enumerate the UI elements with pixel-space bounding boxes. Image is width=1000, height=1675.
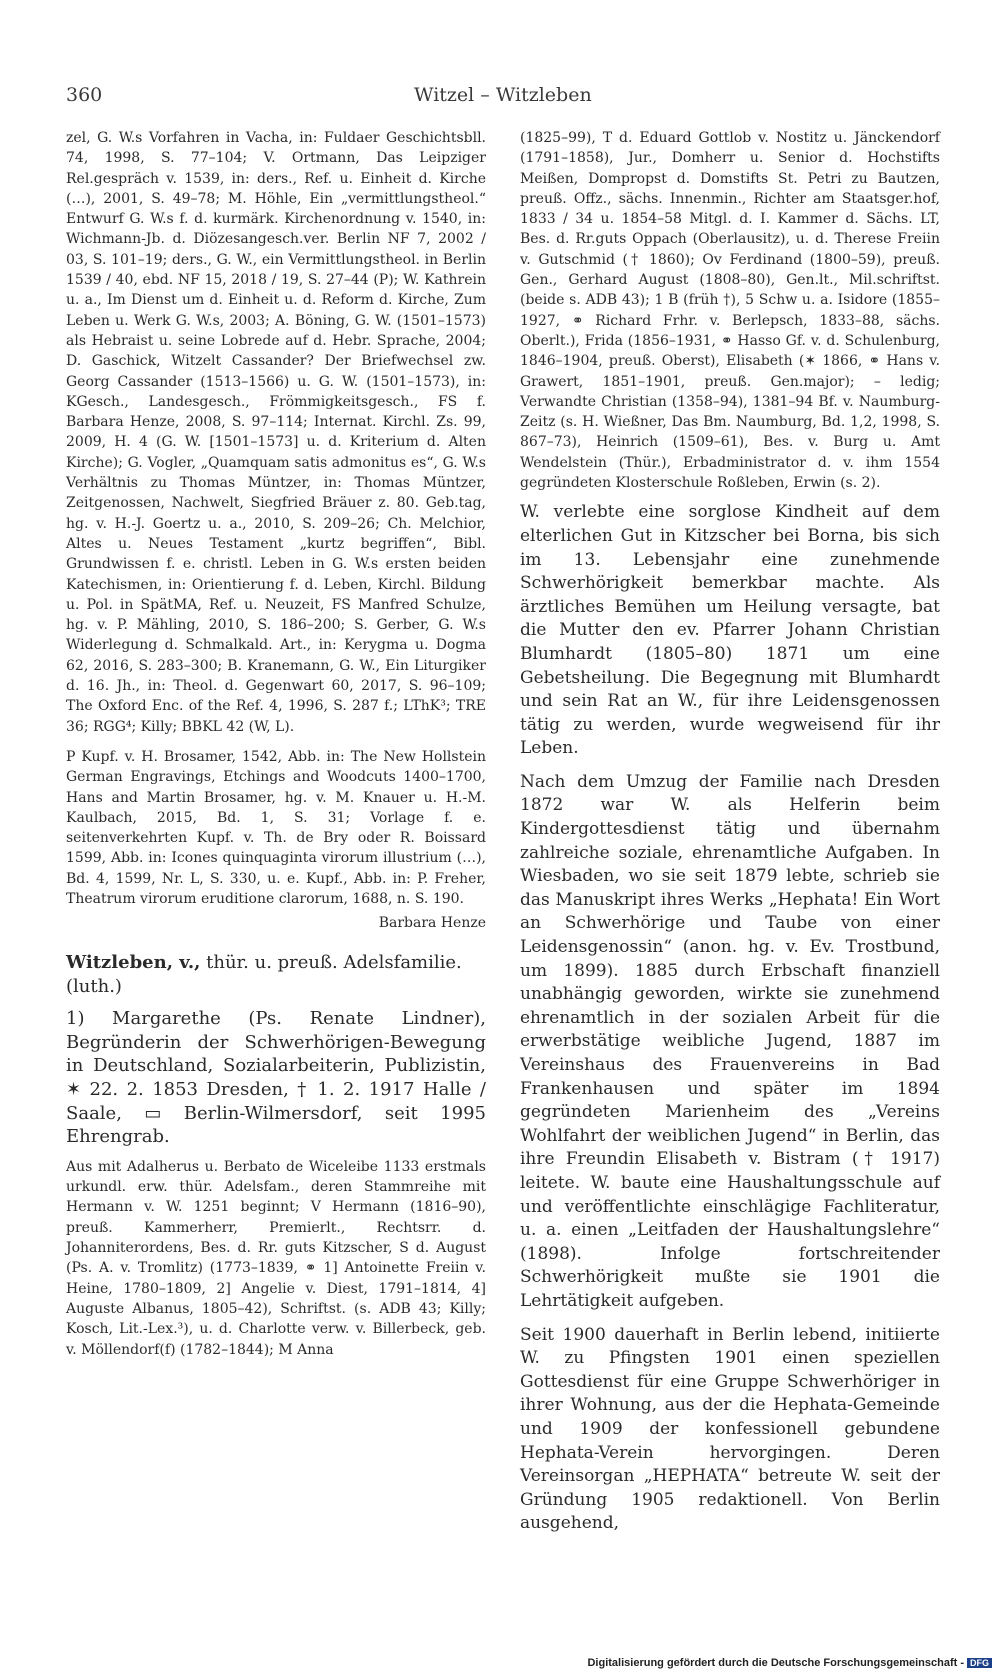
- member-heading: 1) Margarethe (Ps. Renate Lindner), Begründerin der Schwerhörigen-Bewegung in Deutschland, Sozialarbeiterin, Publizistin, ✶ 22. 2. 1853 Dresden, † 1. 2. 1917 Halle / Saale, ▭ Berlin-Wilmersdorf, seit 1995 Ehrengrab.: [66, 1008, 486, 1148]
- family-name: Witzleben, v.,: [66, 952, 201, 974]
- page-number: 360: [66, 84, 103, 106]
- family-description: thür. u. preuß. Adelsfamilie. (luth.): [66, 952, 462, 998]
- family-heading: [66, 951, 486, 999]
- paragraph-3: Seit 1900 dauerhaft in Berlin lebend, initiierte W. zu Pfingsten 1901 einen speziellen Gottesdienst für eine Gruppe Schwerhöriger in ihrer Wohnung, aus der die Hephata-Gemeinde und 1909 der konfessionell gebundene Hephata-Verein hervorgingen. Deren Vereinsorgan „HEPHATA“ betreute W. seit der Gründung 1905 redaktionell. Von Berlin ausgehend,: [520, 1324, 940, 1534]
- portraits-note: P Kupf. v. H. Brosamer, 1542, Abb. in: The New Hollstein German Engravings, Etchings and Woodcuts 1400–1700, Hans and Martin Brosamer, hg. v. M. Knauer u. H.-M. Kaulbach, 2015, Bd. 1, S. 31; Vorlage f. e. seitenverkehrten Kupf. v. Th. de Bry oder R. Boissard 1599, Abb. in: Icones quinquaginta virorum illustrium (…), Bd. 4, 1599, Nr. L, S. 330, u. e. Kupf., Abb. in: P. Freher, Theatrum virorum eruditione clarorum, 1688, n. S. 190.: [66, 748, 486, 907]
- bibliography: zel, G. W.s Vorfahren in Vacha, in: Fuldaer Geschichtsbll. 74, 1998, S. 77–104; V. Ortmann, Das Leipziger Rel.gespräch v. 1539, in: ders., Ref. u. Einheit d. Kirche (…), 2001, S. 49–78; M. Höhle, Ein „vermittlungstheol.“ Entwurf G. W.s f. d. kurmärk. Kirchenordnung v. 1540, in: Wichmann-Jb. d. Diözesangesch.ver. Berlin NF 7, 2002 / 03, S. 101–19; ders., G. W., ein Vermittlungstheol. in Berlin 1539 / 40, ebd. NF 15, 2018 / 19, S. 27–44 (P); W. Kathrein u. a., Im Dienst um d. Einheit u. d. Reform d. Kirche, Zum Leben u. Werk G. W.s, 2003; A. Böning, G. W. (1501–1573) als Hebraist u. seine Lobrede auf d. Hebr. Sprache, 2004; D. Gaschick, Witzelt Cassander? Der Briefwechsel zw. Georg Cassander (1513–1566) u. G. W. (1501–1573), in: KGesch., Landesgesch., Frömmigkeitsgesch., FS f. Barbara Henze, 2008, S. 97–114; Internat. Kirchl. Zs. 99, 2009, H. 4 (G. W. [1501–1573] u. d. Kriterium d. Alten Kirche); G. Vogler, „Quamquam satis admonitus es“, G. W.s Verhältnis zu Thomas Müntzer, in: Thomas Müntzer, Zeitgenossen, Nachwelt, Siegfried Bräuer z. 80. Geb.tag, hg. v. H.-J. Goertz u. a., 2010, S. 209–26; Ch. Melchior, Altes u. Neues Testament „kurtz begriffen“, Bibl. Grundwissen f. e. christl. Leben in G. W.s ersten beiden Katechismen, in: Orientierung f. d. Leben, Kirchl. Bildung u. Pol. in SpätMA, Ref. u. Neuzeit, FS Manfred Schulze, hg. v. P. Mähling, 2010, S. 186–200; S. Gerber, G. W.s Widerlegung d. Schmalkald. Art., in: Kerygma u. Dogma 62, 2016, S. 283–300; B. Kranemann, G. W., Ein Liturgiker d. 16. Jh., in: Theol. d. Gegenwart 60, 2017, S. 96–109; The Oxford Enc. of the Ref. 4, 1996, S. 287 f.; LThK³; TRE 36; RGG⁴; Killy; BBKL 42 (W, L).: [66, 130, 486, 735]
- paragraph-1: W. verlebte eine sorglose Kindheit auf dem elterlichen Gut in Kitzscher bei Borna, bis sich im 13. Lebensjahr eine zunehmende Schwerhörigkeit bemerkbar machte. Als ärztliches Bemühen um Heilung versagte, bat die Mutter den ev. Pfarrer Johann Christian Blumhardt (1805–80) 1871 um eine Gebetsheilung. Die Begegnung mit Blumhardt und sein Rat an W., für ihre Leidensgenossen tätig zu werden, wurde wegweisend für ihr Leben.: [520, 502, 940, 759]
- article-author: Barbara Henze: [378, 915, 486, 932]
- right-column: [520, 128, 940, 1536]
- left-column: [66, 128, 486, 1360]
- footer-text: Digitalisierung gefördert durch die Deutsche Forschungsgemeinschaft -: [587, 1657, 964, 1669]
- dfg-logo: DFG: [967, 1658, 992, 1668]
- genealogy-continued: (1825–99), T d. Eduard Gottlob v. Nostitz u. Jänckendorf (1791–1858), Jur., Domherr u. Senior d. Hochstifts Meißen, Dompropst d. Domstifts St. Petri zu Bautzen, preuß. Offz., sächs. Innenmin., Richter am Staatsger.hof, 1833 / 34 u. 1854–58 Mitgl. d. I. Kammer d. Sächs. LT, Bes. d. Rr.guts Oppach (Oberlausitz), u. d. Therese Freiin v. Gutschmid († 1860); Ov Ferdinand (1800–59), preuß. Gen., Gerhard August (1808–80), Gen.lt., Mil.schriftst. (beide s. ADB 43); 1 B (früh †), 5 Schw u. a. Isidore (1855–1927, ⚭ Richard Frhr. v. Berlepsch, 1833–88, sächs. Oberlt.), Frida (1856–1931, ⚭ Hasso Gf. v. d. Schulenburg, 1846–1904, preuß. Oberst), Elisabeth (✶ 1866, ⚭ Hans v. Grawert, 1851–1901, preuß. Gen.major); – ledig; Verwandte Christian (1358–94), 1381–94 Bf. v. Naumburg-Zeitz (s. H. Wießner, Das Bm. Naumburg, Bd. 1,2, 1998, S. 867–73), Heinrich (1509–61), Bes. v. Burg u. Amt Wendelstein (Thür.), Erbadministrator d. v. ihm 1554 gegründeten Klosterschule Roßleben, Erwin (s. 2).: [520, 130, 940, 492]
- digitization-footer: [587, 1657, 992, 1669]
- genealogy: Aus mit Adalherus u. Berbato de Wiceleibe 1133 erstmals urkundl. erw. thür. Adelsfam., deren Stammreihe mit Hermann v. W. 1251 beginnt; V Hermann (1816–90), preuß. Kammerherr, Premierlt., Rechtsrr. d. Johanniterordens, Bes. d. Rr. guts Kitzscher, S d. August (Ps. A. v. Tromlitz) (1773–1839, ⚭ 1] Antoinette Freiin v. Heine, 1780–1809, 2] Angelie v. Diest, 1791–1814, 4] Auguste Albanus, 1805–42), Schriftst. (s. ADB 43; Killy; Kosch, Lit.-Lex.³), u. d. Charlotte verw. v. Billerbeck, geb. v. Möllendorf(f) (1782–1844); M Anna: [66, 1158, 486, 1358]
- running-head: Witzel – Witzleben: [414, 84, 592, 106]
- paragraph-2: Nach dem Umzug der Familie nach Dresden 1872 war W. als Helferin beim Kindergottesdienst tätig und übernahm zahlreiche soziale, ehrenamtliche Aufgaben. In Wiesbaden, wo sie seit 1879 lebte, schrieb sie das Manuskript ihres Werks „Hephata! Ein Wort an Schwerhörige und Taube von einer Leidensgenossin“ (anon. hg. v. Ev. Trostbund, um 1899). 1885 durch Erbschaft finanziell unabhängig geworden, wirkte sie zunehmend ehrenamtlich in der sozialen Arbeit für die erwerbstätige weibliche Jugend, 1887 im Vereinshaus des Frauenvereins in Bad Frankenhausen und später im 1894 gegründeten Marienheim des „Vereins Wohlfahrt der weiblichen Jugend“ in Berlin, das ihre Freundin Elisabeth v. Bistram († 1917) leitete. W. baute eine Haushaltungsschule auf und veröffentlichte einschlägige Fachliteratur, u. a. einen „Leitfaden der Haushaltungslehre“ (1898). Infolge fortschreitender Schwerhörigkeit mußte sie 1901 die Lehrtätigkeit aufgeben.: [520, 771, 940, 1311]
